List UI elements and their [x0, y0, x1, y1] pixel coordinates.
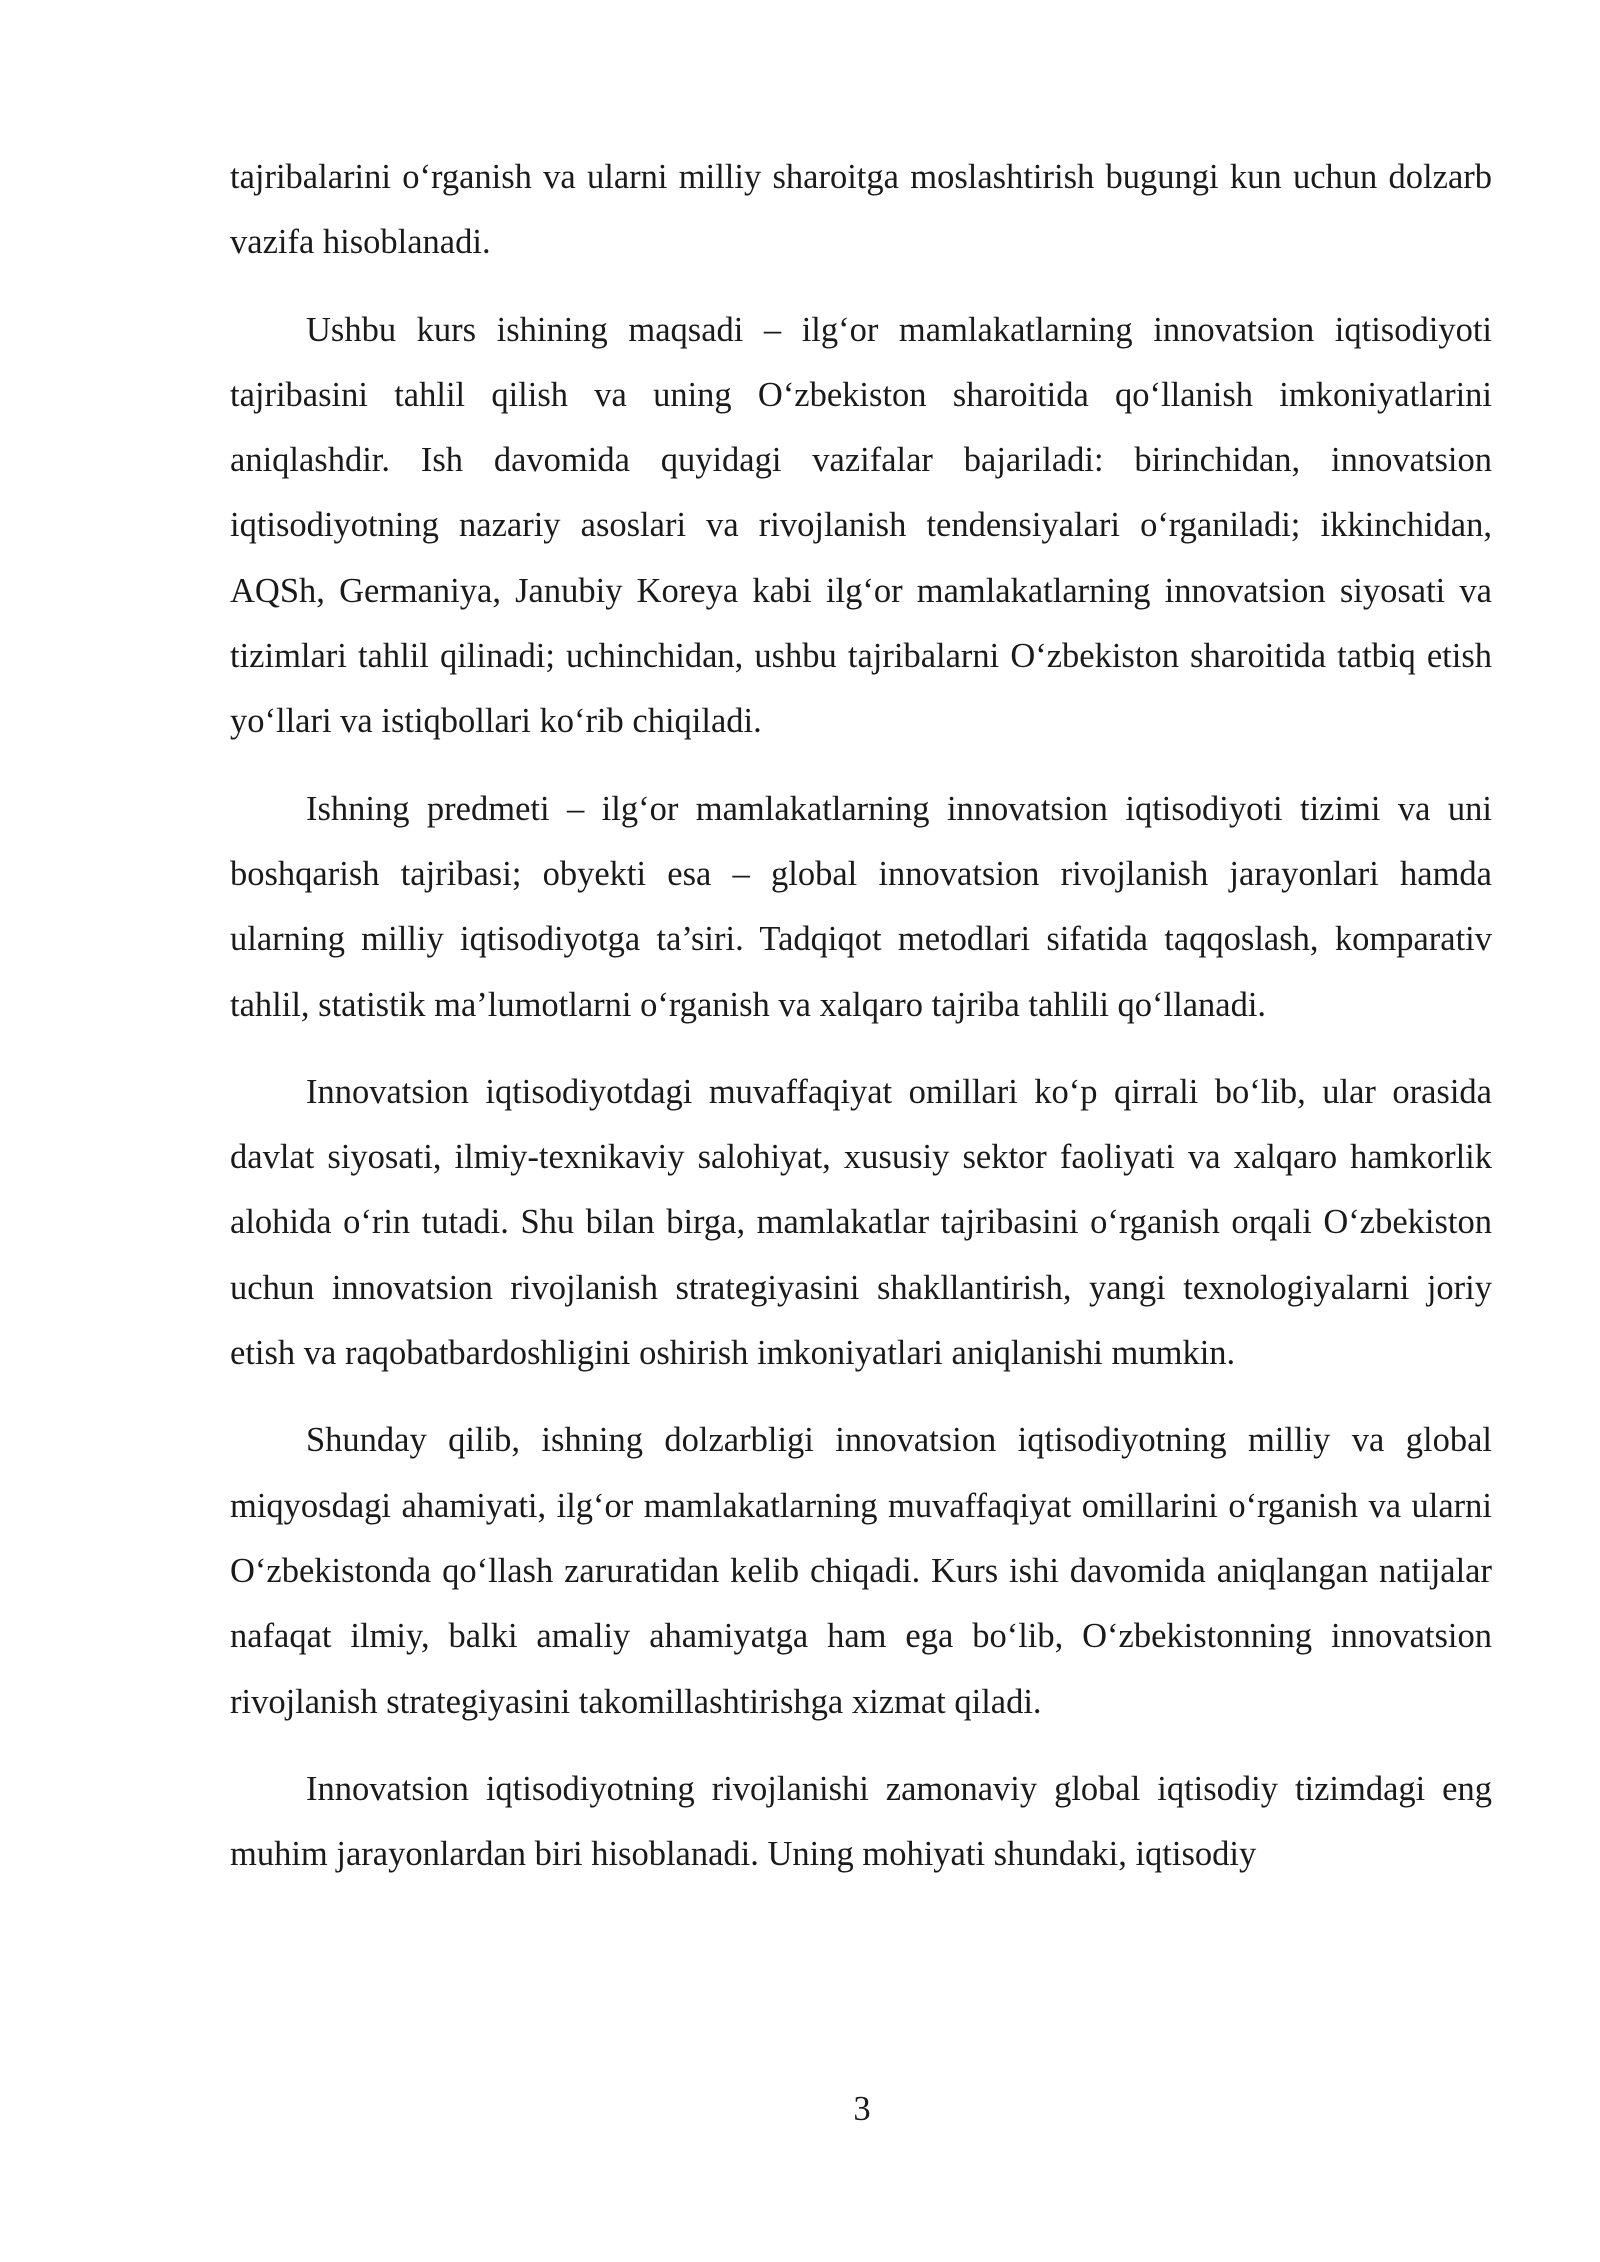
paragraph-development: Innovatsion iqtisodiyotning rivojlanishi zamonaviy global iqtisodiy tizimdagi eng muhim jarayonlardan biri hisoblanadi. Uning mohiyati shundaki, iqtisodiy	[230, 1769, 1492, 1874]
page-number: 3	[853, 2090, 871, 2128]
paragraph-success-factors: Innovatsion iqtisodiyotdagi muvaffaqiyat omillari ko‘p qirrali bo‘lib, ular orasida davlat siyosati, ilmiy-texnikaviy salohiyat, xususiy sektor faoliyati va xalqaro hamkorlik alohida o‘rin tutadi. Shu bilan birga, mamlakatlar tajribasini o‘rganish orqali O‘zbekiston uchun innovatsion rivojlanish strategiyasini shakllantirish, yangi texnologiyalarni joriy etish va raqobatbardoshligini oshirish imkoniyatlari aniqlanishi mumkin.	[230, 1072, 1492, 1373]
document-page	[230, 145, 1492, 1909]
paragraph-purpose: Ushbu kurs ishining maqsadi – ilg‘or mamlakatlarning innovatsion iqtisodiyoti tajribasini tahlil qilish va uning O‘zbekiston sharoitida qo‘llanish imkoniyatlarini aniqlashdir. Ish davomida quyidagi vazifalar bajariladi: birinchidan, innovatsion iqtisodiyotning nazariy asoslari va rivojlanish tendensiyalari o‘rganiladi; ikkinchidan, AQSh, Germaniya, Janubiy Koreya kabi ilg‘or mamlakatlarning innovatsion siyosati va tizimlari tahlil qilinadi; uchinchidan, ushbu tajribalarni O‘zbekiston sharoitida tatbiq etish yo‘llari va istiqbollari ko‘rib chiqiladi.	[230, 310, 1492, 741]
paragraph-continuation: tajribalarini o‘rganish va ularni milliy sharoitga moslashtirish bugungi kun uchun dolzarb vazifa hisoblanadi.	[230, 158, 1492, 262]
paragraph-relevance: Shunday qilib, ishning dolzarbligi innovatsion iqtisodiyotning milliy va global miqyosdagi ahamiyati, ilg‘or mamlakatlarning muvaffaqiyat omillarini o‘rganish va ularni O‘zbekistonda qo‘llash zaruratidan kelib chiqadi. Kurs ishi davomida aniqlangan natijalar nafaqat ilmiy, balki amaliy ahamiyatga ham ega bo‘lib, O‘zbekistonning innovatsion rivojlanish strategiyasini takomillashtirishga xizmat qiladi.	[230, 1421, 1492, 1721]
paragraph-subject: Ishning predmeti – ilg‘or mamlakatlarning innovatsion iqtisodiyoti tizimi va uni boshqarish tajribasi; obyekti esa – global innovatsion rivojlanish jarayonlari hamda ularning milliy iqtisodiyotga ta’siri. Tadqiqot metodlari sifatida taqqoslash, komparativ tahlil, statistik ma’lumotlarni o‘rganish va xalqaro tajriba tahlili qo‘llanadi.	[230, 789, 1492, 1024]
